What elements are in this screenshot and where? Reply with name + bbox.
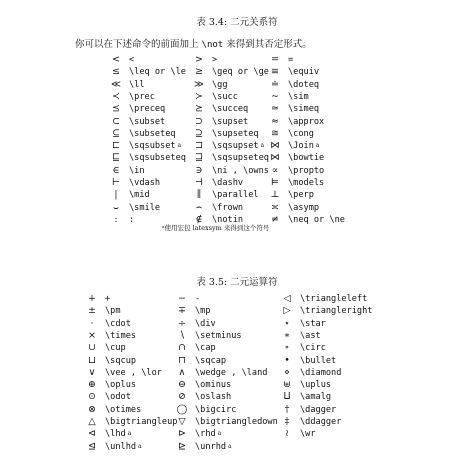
operator-command: \wr	[300, 429, 316, 440]
operator-command: \oslash	[195, 392, 232, 403]
operator-symbol: ⊕	[88, 379, 96, 391]
operator-command: \bigcirc	[195, 404, 237, 415]
relation-symbol: ≈	[271, 115, 279, 127]
operator-symbol: ‡	[284, 416, 290, 427]
operator-command: \setminus	[195, 330, 242, 341]
operator-command: \mp	[195, 306, 211, 317]
relation-symbol: ⊣	[194, 177, 204, 188]
operator-symbol: ⊗	[88, 403, 96, 415]
operator-symbol: ×	[88, 329, 96, 341]
operator-symbol: ⊎	[283, 379, 291, 391]
relation-symbol: ⊢	[111, 177, 121, 188]
operator-command: \odot	[105, 392, 131, 403]
footnote-mark: a	[226, 442, 232, 450]
operator-symbol: ±	[88, 305, 96, 317]
operator-symbol: ∩	[178, 342, 186, 354]
relation-command: \in	[129, 165, 145, 176]
relation-command: \propto	[288, 165, 325, 176]
operator-symbol: ⋆	[284, 317, 290, 329]
table1-caption: 表 3.4: 二元关系符	[196, 17, 278, 28]
relation-command: \perp	[288, 190, 314, 201]
relation-command: \ll	[129, 79, 145, 90]
operator-symbol: ⊙	[88, 391, 96, 403]
operator-symbol: ⊘	[178, 391, 186, 403]
relation-command: \subseteq	[129, 128, 176, 139]
operator-symbol: ▽	[178, 416, 186, 427]
relation-command: \sim	[288, 91, 309, 102]
relation-symbol: ≅	[271, 127, 279, 139]
relation-symbol: ≠	[271, 213, 279, 225]
operator-command: \ddagger	[300, 417, 342, 427]
operator-symbol: ◯	[176, 403, 188, 415]
relation-symbol: ∼	[271, 90, 279, 102]
relation-command: \ni , \owns	[212, 165, 269, 176]
operator-command: \uplus	[300, 380, 332, 391]
operator-command: \amalg	[300, 392, 332, 403]
operator-command: \star	[300, 318, 326, 329]
relation-command: \models	[288, 178, 325, 188]
operator-command: \unlhd $^a$	[105, 441, 142, 452]
operator-command: \cdot	[105, 318, 131, 329]
relation-symbol: ⪰	[195, 103, 203, 115]
operator-symbol: ∗	[283, 329, 291, 341]
relation-command: \sqsubseteq	[129, 153, 186, 164]
relation-command: \leq or \le	[129, 67, 186, 78]
relation-command: <	[129, 55, 135, 65]
relation-symbol: ⊨	[270, 177, 280, 188]
relation-command: \bowtie	[288, 153, 325, 164]
relation-symbol: ≃	[271, 103, 279, 115]
relation-command: \approx	[288, 116, 325, 127]
operator-symbol: +	[88, 293, 96, 304]
relation-symbol: >	[195, 54, 203, 65]
relation-symbol: ⊃	[195, 115, 203, 127]
relation-command: \mid	[129, 190, 150, 201]
operator-command: \circ	[300, 343, 326, 354]
operator-command: \ast	[300, 330, 321, 341]
relation-command: \asymp	[288, 202, 320, 213]
operator-command: \bullet	[300, 355, 337, 366]
relation-symbol: ≪	[111, 78, 121, 90]
table1-intro	[75, 36, 312, 51]
relation-command: >	[212, 55, 218, 65]
operator-symbol: ≀	[285, 428, 289, 440]
relation-symbol: ∉	[195, 213, 203, 225]
operator-command: \wedge , \land	[195, 367, 268, 378]
operator-symbol: ∧	[178, 366, 186, 378]
operator-symbol: ⊖	[178, 379, 186, 391]
relation-symbol: :	[114, 213, 118, 225]
operator-command: \times	[105, 330, 137, 341]
relation-symbol: ∝	[271, 164, 279, 176]
relation-symbol: ⊑	[111, 152, 121, 164]
relation-command: \smile	[129, 202, 161, 213]
operator-command: \vee , \lor	[105, 367, 162, 378]
operator-command: \sqcup	[105, 355, 137, 366]
operator-command: \cap	[195, 343, 216, 354]
operator-symbol: ∓	[178, 305, 186, 317]
operator-symbol: ⊴	[88, 440, 96, 452]
operator-command: \unrhd $^a$	[195, 441, 232, 452]
operator-symbol: •	[284, 354, 290, 366]
relation-symbol: ⊐	[194, 140, 204, 152]
relation-command: \dashv	[212, 178, 244, 188]
relation-symbol: ∋	[195, 164, 203, 176]
relation-symbol: ∈	[112, 164, 120, 176]
relation-command: \sqsubset $^a$	[129, 141, 182, 152]
footnote-mark: a	[136, 442, 142, 450]
operator-symbol: ∘	[284, 342, 290, 354]
operator-command: +	[105, 294, 111, 304]
relation-symbol: ⋈	[270, 152, 280, 164]
relation-command: \sqsupset $^a$	[212, 141, 265, 152]
relation-command: \prec	[129, 91, 155, 102]
operator-symbol: ÷	[178, 317, 186, 329]
operator-symbol: ∨	[88, 366, 96, 378]
operator-symbol: ∪	[88, 342, 96, 354]
intro-command: \not	[201, 40, 224, 50]
operator-command: \diamond	[300, 367, 342, 378]
relation-symbol: ≍	[271, 201, 279, 213]
footnote-mark: a	[258, 142, 265, 150]
operator-command: \bigtriangleup	[105, 417, 178, 427]
operator-symbol: †	[284, 403, 290, 415]
relation-command: \vdash	[129, 178, 161, 188]
operator-symbol: −	[178, 293, 186, 304]
operator-command: \cup	[105, 343, 126, 354]
relation-symbol: ⪯	[112, 103, 120, 115]
operator-command: \pm	[105, 306, 121, 317]
relation-command: \succeq	[212, 104, 249, 115]
intro-prefix: 你可以在下述命令的前面加上	[75, 39, 199, 50]
operator-symbol: ▷	[283, 305, 291, 317]
operator-command: \div	[195, 318, 216, 329]
relation-command: \sqsupseteq	[212, 153, 269, 164]
operator-symbol: ◁	[283, 293, 291, 304]
relation-symbol: ⋈	[270, 140, 280, 152]
intro-suffix: 来得到其否定形式。	[226, 39, 312, 50]
footnote-mark: a	[313, 142, 320, 150]
operator-command: \lhd $^a$	[105, 429, 132, 440]
relation-symbol: ≥	[195, 66, 203, 78]
table2-caption: 表 3.5: 二元运算符	[196, 277, 278, 288]
operator-symbol: ⊵	[178, 440, 186, 452]
relation-symbol: ⊒	[194, 152, 204, 164]
operator-command: \dagger	[300, 404, 337, 415]
relation-symbol: ≤	[112, 66, 120, 78]
relation-command: \simeq	[288, 104, 320, 115]
footnote-mark: a	[215, 430, 222, 438]
relation-command: \supseteq	[212, 128, 259, 139]
relation-command: \cong	[288, 128, 314, 139]
relation-command: :	[129, 214, 135, 225]
relation-symbol: ∥	[196, 189, 202, 201]
operator-symbol: ⋄	[284, 366, 290, 378]
relation-command: =	[288, 55, 294, 65]
operator-symbol: ⊲	[88, 428, 96, 440]
relation-symbol: ≫	[194, 78, 204, 90]
operator-command: -	[195, 294, 201, 304]
operator-command: \rhd $^a$	[195, 429, 222, 440]
relation-command: \frown	[212, 202, 244, 213]
operator-command: \triangleleft	[300, 294, 368, 304]
relation-symbol: ⊆	[112, 127, 120, 139]
operator-symbol: △	[88, 416, 96, 427]
relation-command: \notin	[212, 214, 244, 225]
relation-symbol: ⌣	[112, 201, 120, 213]
relation-command: \doteq	[288, 79, 320, 90]
operator-symbol: ⊳	[178, 428, 186, 440]
operator-command: \otimes	[105, 404, 142, 415]
relation-symbol: ≺	[112, 90, 120, 102]
relation-symbol: =	[271, 54, 279, 65]
relation-symbol: ≻	[195, 90, 203, 102]
relation-command: \neq or \ne	[288, 214, 345, 225]
relation-symbol: ⊥	[270, 189, 280, 201]
relation-symbol: |	[114, 189, 118, 201]
relation-command: \subset	[129, 116, 166, 127]
relation-symbol: ≐	[271, 78, 279, 90]
relation-command: \preceq	[129, 104, 166, 115]
operator-symbol: ∖	[178, 329, 186, 341]
operator-symbol: ⊔	[88, 354, 96, 366]
operator-command: \sqcap	[195, 355, 227, 366]
relation-command: \gg	[212, 79, 228, 90]
relation-command: \succ	[212, 91, 238, 102]
footnote-mark: a	[175, 142, 182, 150]
footnote-mark: a	[125, 430, 132, 438]
relation-command: \parallel	[212, 190, 259, 201]
relation-command: \Join $^a$	[288, 141, 320, 152]
operator-symbol: ⊓	[178, 354, 186, 366]
relation-symbol: ≡	[271, 66, 279, 78]
operator-command: \ominus	[195, 380, 232, 391]
table1-footnote: ᵃ使用宏包 latexsym 来得到这个符号	[162, 224, 270, 232]
relation-command: \equiv	[288, 67, 320, 78]
relation-symbol: ⊂	[112, 115, 120, 127]
relation-symbol: ⊇	[195, 127, 203, 139]
relation-command: \geq or \ge	[212, 67, 269, 78]
relation-command: \supset	[212, 116, 249, 127]
operator-command: \bigtriangledown	[195, 417, 278, 427]
relation-symbol: <	[112, 54, 120, 65]
operator-symbol: ⨿	[283, 391, 291, 403]
operator-command: \oplus	[105, 380, 137, 391]
relation-symbol: ⊏	[111, 140, 121, 152]
operator-symbol: ·	[90, 317, 94, 329]
relation-symbol: ⌢	[195, 201, 203, 213]
operator-command: \triangleright	[300, 306, 373, 317]
